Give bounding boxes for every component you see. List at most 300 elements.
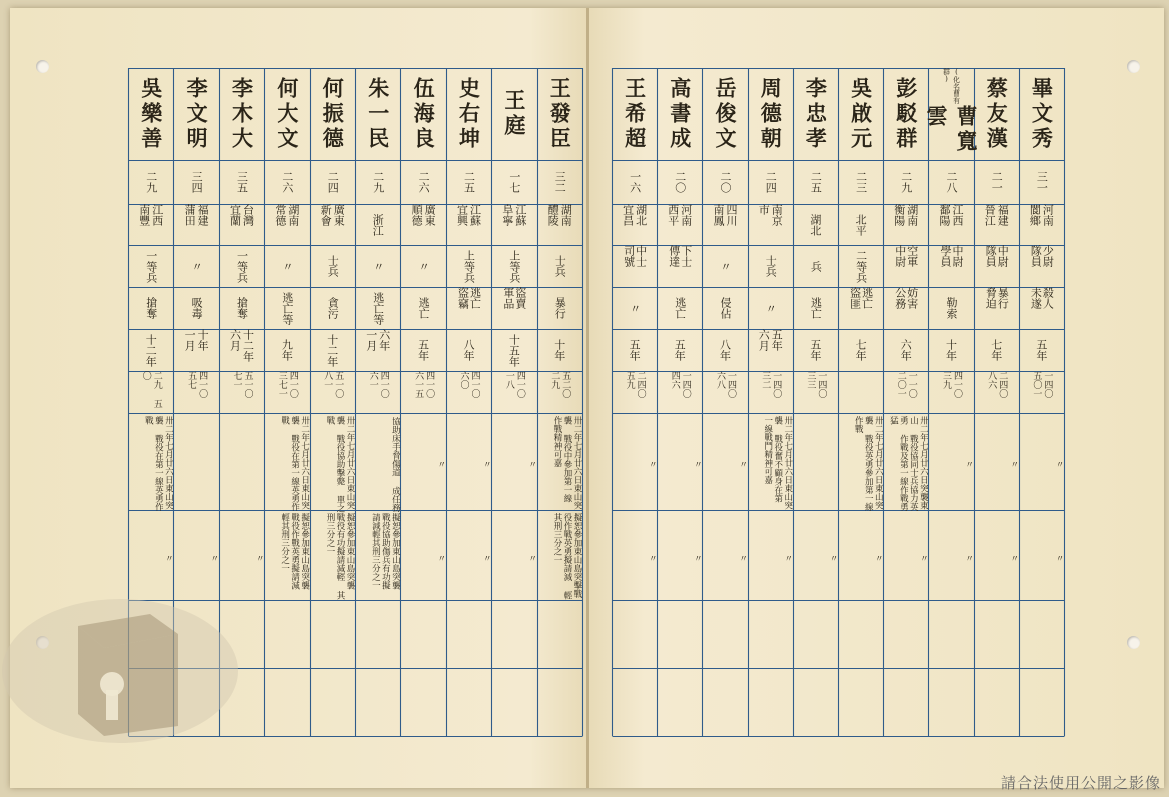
cell-crime (793, 287, 838, 329)
name-text: 王希超 (622, 76, 648, 152)
cell-blank (657, 600, 702, 736)
name-text: 曹寬雲 (923, 105, 979, 156)
cell-term (883, 329, 928, 371)
cell-place (793, 204, 838, 245)
cell-blank (883, 600, 928, 736)
cell-rank (310, 245, 355, 287)
cell-action (702, 510, 747, 603)
name-text: 何振德 (320, 76, 346, 152)
record-column (923, 68, 979, 736)
record-column (355, 68, 400, 736)
term-text: 十二年 六月 (228, 329, 255, 362)
term-text: 八年 (462, 339, 475, 361)
record-column (748, 68, 793, 736)
term-text: 八年 (718, 339, 732, 361)
cell-date (793, 371, 838, 413)
action-text: 擬恕參加東山島突襲 戰役有功擬請減輕 其刑三分之一 (324, 513, 355, 600)
cell-deed (612, 413, 657, 513)
cell-place (657, 204, 702, 245)
cell-name (793, 68, 838, 160)
name-text: 王發臣 (547, 76, 573, 152)
cell-term (491, 329, 536, 371)
cell-date (219, 371, 264, 413)
cell-place (838, 204, 883, 245)
cell-action (355, 510, 400, 603)
rank-text: 一等兵 (235, 249, 249, 283)
cell-deed (219, 413, 264, 513)
place-text: 四川 南鳳 (711, 204, 738, 226)
crime-text: 搶奪 (144, 297, 158, 319)
place-text: 江西 南豐 (137, 204, 164, 226)
cell-crime (928, 287, 973, 329)
cell-action (400, 510, 445, 603)
cell-rank (1019, 245, 1064, 287)
cell-age (928, 160, 973, 204)
name-text: 朱一民 (365, 76, 391, 152)
deed-text: 〃 (481, 460, 492, 469)
cell-crime (446, 287, 491, 329)
action-text: 〃 (254, 553, 265, 563)
cell-date (355, 371, 400, 413)
cell-deed (264, 413, 309, 513)
record-column (793, 68, 838, 736)
cell-blank (446, 600, 491, 736)
cell-name (264, 68, 309, 160)
cell-action (1019, 510, 1064, 603)
archive-logo-watermark (0, 596, 240, 746)
cell-place (355, 204, 400, 245)
deed-text: 卅二年七月廿六日東山突襲 戰役協助擊斃 單之戰 (324, 416, 355, 513)
cell-blank (264, 600, 309, 736)
date-text: 五一〇 八一 (322, 371, 344, 398)
cell-blank (1019, 600, 1064, 736)
cell-action (310, 510, 355, 603)
cell-place (928, 204, 973, 245)
cell-rank (928, 245, 973, 287)
action-text: 〃 (963, 553, 974, 563)
cell-date (657, 371, 702, 413)
cell-blank (793, 600, 838, 736)
record-column (400, 68, 445, 736)
place-text: 台灣 宜蘭 (228, 204, 255, 226)
name-text: 蔡友漢 (984, 76, 1010, 152)
cell-action (128, 510, 173, 603)
rank-text: 上等兵 (462, 249, 476, 283)
cell-date (883, 371, 928, 413)
cell-term (612, 329, 657, 371)
crime-text: 逃亡 盜竊 (456, 287, 482, 309)
age-text: 二六 (417, 171, 431, 193)
term-text: 五年 (673, 339, 687, 361)
cell-name (400, 68, 445, 160)
name-text: 李木大 (229, 76, 255, 152)
age-text: 二四 (326, 171, 340, 193)
cell-blank (838, 600, 883, 736)
cell-age (355, 160, 400, 204)
rank-text: 中尉 隊員 (984, 245, 1010, 267)
cell-action (491, 510, 536, 603)
cell-name (883, 68, 928, 160)
date-text: 二四〇 八六 (986, 371, 1008, 398)
cell-blank (537, 600, 582, 736)
name-text: 伍海良 (411, 76, 437, 152)
record-column (838, 68, 883, 736)
term-text: 五年 六月 (757, 329, 784, 351)
term-text: 十二年 (325, 333, 339, 367)
center-fold (586, 8, 589, 788)
crime-text: 逃亡等 (280, 291, 294, 325)
cell-date (446, 371, 491, 413)
term-text: 七年 (989, 339, 1003, 361)
term-text: 六年 (899, 339, 913, 361)
deed-text: 協助床手脅傷道 成任務 (390, 417, 401, 512)
deed-text: 〃 (526, 460, 537, 469)
place-text: 福建 晉江 (983, 204, 1010, 226)
cell-rank (173, 245, 218, 287)
age-text: 三五 (235, 171, 249, 193)
age-text: 二五 (809, 171, 823, 193)
action-text: 〃 (481, 553, 492, 563)
age-text: 二五 (462, 171, 476, 193)
age-text: 一六 (628, 171, 642, 193)
cell-rank (883, 245, 928, 287)
place-text: 湖南 常德 (273, 204, 300, 226)
age-text: 二八 (944, 171, 958, 193)
age-text: 二〇 (673, 171, 687, 193)
action-text: 擬恕參加東山島突襲 戰役作戰英勇擬請減 輕其刑三分之一 (279, 513, 310, 590)
cell-deed (400, 413, 445, 513)
cell-term (264, 329, 309, 371)
rank-text: 上等兵 (507, 249, 521, 283)
cell-crime (537, 287, 582, 329)
crime-text: 盜賣 軍品 (501, 287, 527, 309)
name-text: 李忠孝 (803, 76, 829, 152)
cell-rank (128, 245, 173, 287)
cell-name (1019, 68, 1064, 160)
name-text: 史右坤 (456, 76, 482, 152)
cell-age (974, 160, 1019, 204)
cell-name (537, 68, 582, 160)
place-text: 湖南 醴陵 (546, 204, 573, 226)
date-text: 四一〇 三七一 (276, 371, 298, 398)
alias-note: (化名曹有群) (942, 68, 961, 104)
cell-place (883, 204, 928, 245)
cell-blank (310, 600, 355, 736)
rank-text: 下士 傳達 (667, 245, 693, 267)
term-text: 十年 (552, 339, 566, 361)
record-column (657, 68, 702, 736)
cell-name (923, 68, 979, 160)
place-text: 湖南 衡陽 (892, 204, 919, 226)
cell-date (702, 371, 747, 413)
cell-rank (748, 245, 793, 287)
cell-deed (928, 413, 973, 513)
cell-term (400, 329, 445, 371)
cell-age (446, 160, 491, 204)
action-text: 〃 (692, 553, 703, 563)
cell-place (446, 204, 491, 245)
deed-text: 〃 (647, 460, 658, 469)
cell-blank (491, 600, 536, 736)
term-text: 十年 一月 (183, 329, 210, 351)
age-text: 二四 (764, 171, 778, 193)
name-text: 岳俊文 (712, 76, 738, 152)
cell-crime (974, 287, 1019, 329)
rank-text: 中尉 學員 (938, 245, 964, 267)
crime-text: 逃亡 盜匪 (848, 287, 874, 309)
record-column (1019, 68, 1064, 736)
cell-deed (748, 413, 793, 513)
term-text: 五年 (628, 339, 642, 361)
rank-text: 士兵 (764, 255, 778, 277)
action-text: 〃 (208, 553, 219, 563)
term-text: 五年 (416, 339, 430, 361)
cell-crime (219, 287, 264, 329)
deed-text: 〃 (737, 460, 748, 469)
cell-term (310, 329, 355, 371)
cell-name (702, 68, 747, 160)
cell-blank (928, 600, 973, 736)
cell-name (446, 68, 491, 160)
cell-date (838, 371, 883, 413)
cell-place (128, 204, 173, 245)
place-text: 湖北 (808, 213, 822, 236)
cell-crime (128, 287, 173, 329)
rank-text: 〃 (371, 260, 385, 272)
deed-text: 〃 (1053, 460, 1064, 469)
cell-age (748, 160, 793, 204)
cell-date (173, 371, 218, 413)
date-text: 四一〇 六一 (367, 371, 389, 398)
cell-blank (748, 600, 793, 736)
name-text: 畢文秀 (1029, 76, 1055, 152)
cell-action (748, 510, 793, 603)
age-text: 二九 (899, 171, 913, 193)
cell-term (128, 329, 173, 371)
name-text: 何大文 (274, 76, 300, 152)
place-text: 湖北 宜昌 (621, 204, 648, 226)
deed-text: 卅二年七月廿六日東山突襲 戰役奮不顧身在第 一線戰鬥精神可嘉 (762, 416, 793, 510)
cell-name (355, 68, 400, 160)
cell-rank (838, 245, 883, 287)
age-text: 二三 (854, 171, 868, 193)
crime-text: 殺人 未遂 (1029, 287, 1055, 309)
cell-rank (974, 245, 1019, 287)
cell-rank (264, 245, 309, 287)
cell-place (612, 204, 657, 245)
action-text: 〃 (827, 553, 838, 563)
cell-place (264, 204, 309, 245)
cell-rank (657, 245, 702, 287)
name-text: 彭駁群 (893, 76, 919, 152)
action-text: 〃 (647, 553, 658, 563)
date-text: 一四〇 三二 (760, 371, 782, 398)
cell-age (128, 160, 173, 204)
crime-text: 逃亡 (673, 297, 687, 319)
cell-blank (974, 600, 1019, 736)
cell-term (219, 329, 264, 371)
cell-rank (491, 245, 536, 287)
place-text: 福建 蒲田 (183, 204, 210, 226)
record-column (310, 68, 355, 736)
place-text: 江蘇 宜興 (455, 204, 482, 226)
cell-term (793, 329, 838, 371)
record-column (974, 68, 1019, 736)
cell-age (702, 160, 747, 204)
action-text: 〃 (737, 553, 748, 563)
cell-action (612, 510, 657, 603)
cell-crime (264, 287, 309, 329)
deed-text: 〃 (692, 460, 703, 469)
date-text: 四一〇 六一五 (413, 371, 435, 398)
cell-date (928, 371, 973, 413)
cell-date (612, 371, 657, 413)
rank-text: 〃 (190, 260, 204, 272)
record-column (264, 68, 309, 736)
cell-date (537, 371, 582, 413)
cell-place (173, 204, 218, 245)
cell-age (883, 160, 928, 204)
place-text: 江西 鄱陽 (937, 204, 964, 226)
cell-place (974, 204, 1019, 245)
cell-age (219, 160, 264, 204)
action-text: 擬恕參加東山島突襲 戰役協助傷兵有功擬 請減輕其刑三分之一 (370, 513, 401, 590)
cell-rank (702, 245, 747, 287)
action-text: 〃 (526, 553, 537, 563)
cell-term (657, 329, 702, 371)
cell-crime (310, 287, 355, 329)
crime-text: 侵佔 (718, 297, 732, 319)
cell-action (974, 510, 1019, 603)
age-text: 二一 (990, 171, 1004, 193)
date-text: 一一〇 二〇一 (895, 371, 917, 398)
cell-age (838, 160, 883, 204)
cell-term (702, 329, 747, 371)
crime-text: 暴行 脅迫 (984, 287, 1010, 309)
cell-crime (173, 287, 218, 329)
date-text: 一四〇 五〇一 (1031, 371, 1053, 398)
cell-place (491, 204, 536, 245)
action-text: 〃 (1008, 553, 1019, 563)
place-text: 南京 市 (757, 204, 784, 226)
cell-action (928, 510, 973, 603)
cell-date (748, 371, 793, 413)
crime-text: 逃亡等 (371, 291, 385, 325)
age-text: 三一 (1035, 171, 1049, 193)
term-text: 五年 (808, 339, 822, 361)
action-text: 〃 (782, 553, 793, 563)
name-text: 吳樂善 (138, 76, 164, 152)
crime-text: 勒索 (944, 297, 958, 319)
cell-name (748, 68, 793, 160)
record-column (491, 68, 536, 736)
cell-term (748, 329, 793, 371)
deed-text: 卅二年七月廿六日東山突襲 戰役英勇參加第一線 作戰 (853, 416, 884, 511)
rank-text: 一等兵 (144, 249, 158, 283)
crime-text: 逃亡 (417, 297, 431, 319)
cell-place (702, 204, 747, 245)
age-text: 一七 (507, 171, 521, 193)
cell-name (219, 68, 264, 160)
record-column (446, 68, 491, 736)
cell-deed (355, 413, 400, 513)
cell-term (928, 329, 973, 371)
date-text: 四一〇 一八 (503, 371, 525, 398)
cell-place (310, 204, 355, 245)
cell-term (1019, 329, 1064, 371)
crime-text: 貪污 (326, 297, 340, 319)
cell-term (974, 329, 1019, 371)
cell-deed (446, 413, 491, 513)
term-text: 十五年 (507, 333, 521, 367)
cell-date (264, 371, 309, 413)
record-column (702, 68, 747, 736)
term-text: 五年 (1034, 339, 1048, 361)
action-text: 〃 (1053, 553, 1064, 563)
cell-term (355, 329, 400, 371)
age-text: 二九 (371, 171, 385, 193)
crime-text: 〃 (628, 302, 642, 314)
term-text: 七年 (854, 339, 868, 361)
rank-text: 〃 (417, 260, 431, 272)
record-column (537, 68, 582, 736)
cell-rank (537, 245, 582, 287)
cell-deed (702, 413, 747, 513)
age-text: 二九 (144, 171, 158, 193)
cell-place (748, 204, 793, 245)
deed-text: 卅二年七月廿六日東山突襲 戰役在第一線英勇作戰 (143, 416, 174, 511)
name-text: 周德朝 (758, 76, 784, 152)
cell-action (219, 510, 264, 603)
cell-rank (793, 245, 838, 287)
cell-action (173, 510, 218, 603)
cell-crime (400, 287, 445, 329)
age-text: 三二 (553, 171, 567, 193)
cell-rank (400, 245, 445, 287)
cell-age (400, 160, 445, 204)
name-text: 王庭 (501, 89, 527, 139)
age-text: 二〇 (718, 171, 732, 193)
crime-text: 逃亡 (809, 297, 823, 319)
cell-place (219, 204, 264, 245)
cell-deed (537, 413, 582, 513)
cell-crime (838, 287, 883, 329)
cell-term (446, 329, 491, 371)
action-text: 擬恕參加東山島突擊戰 役作戰英勇擬請減 輕其刑三分之一 (551, 513, 582, 600)
cell-deed (128, 413, 173, 513)
cell-blank (355, 600, 400, 736)
deed-text: 〃 (435, 460, 446, 469)
cell-age (173, 160, 218, 204)
cell-name (128, 68, 173, 160)
age-text: 三四 (190, 171, 204, 193)
cell-name (612, 68, 657, 160)
cell-place (1019, 204, 1064, 245)
cell-action (657, 510, 702, 603)
crime-text: 吸毒 (190, 297, 204, 319)
deed-text: 卅二年七月廿六日突襲東山 戰役協同士兵協力英勇 作戰及第一線作戰勇猛 (888, 416, 929, 511)
rank-text: 〃 (718, 260, 732, 272)
date-text: 四一〇 五七 (186, 371, 208, 398)
rank-text: 二等兵 (854, 249, 868, 283)
rank-text: 空軍 中尉 (893, 245, 919, 267)
cell-name (657, 68, 702, 160)
rank-text: 士兵 (326, 255, 340, 277)
cell-rank (612, 245, 657, 287)
cell-crime (612, 287, 657, 329)
cell-date (310, 371, 355, 413)
cell-deed (657, 413, 702, 513)
